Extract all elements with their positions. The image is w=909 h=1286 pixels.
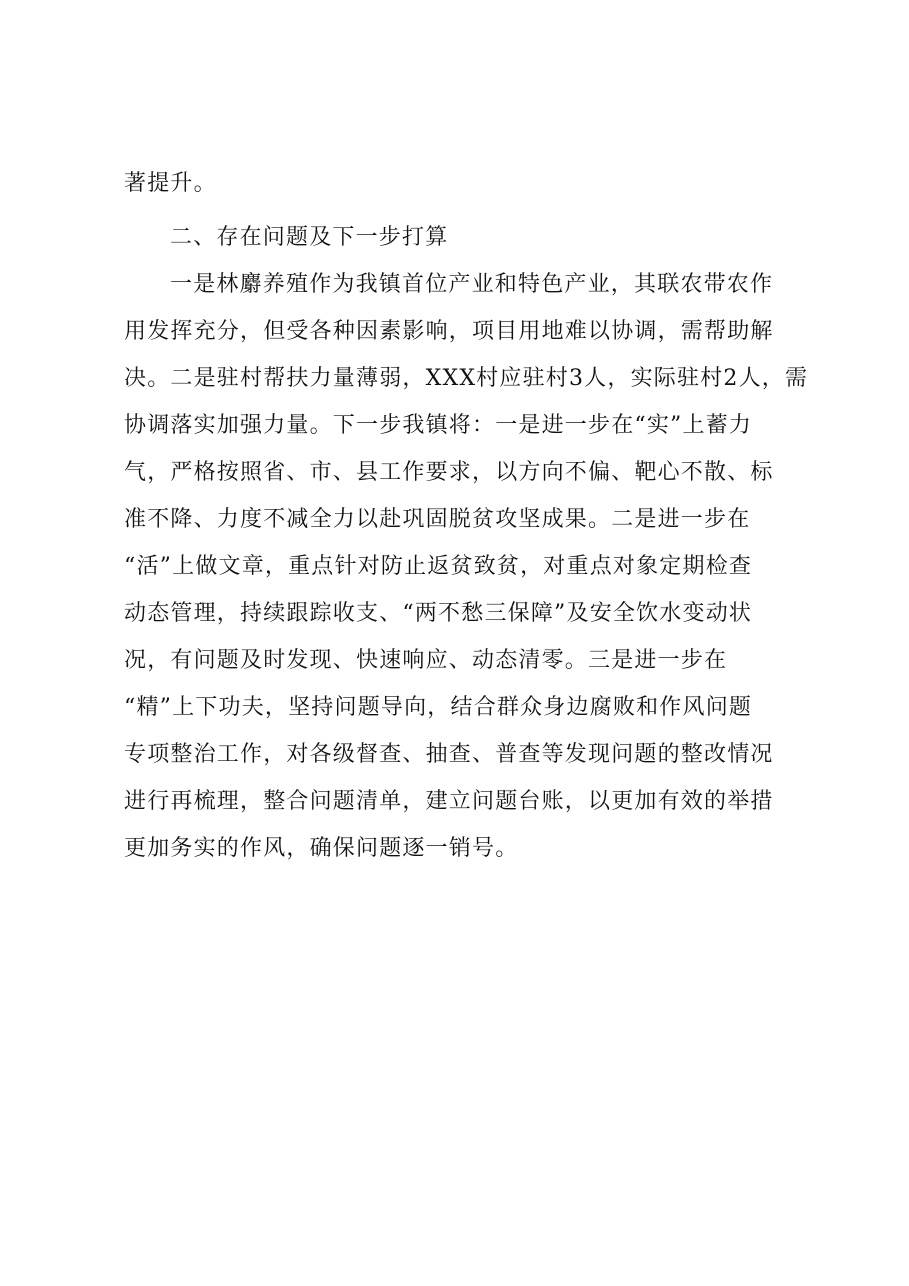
paragraph-line-10: 动态管理，持续跟踪收支、“两不愁三保障”及安全饮水变动状	[124, 601, 753, 626]
paragraph-line-8: 准不降、力度不减全力以赴巩固脱贫攻坚成果。二是进一步在	[124, 507, 751, 532]
section-heading: 二、存在问题及下一步打算	[170, 225, 449, 250]
paragraph-line-13: 专项整治工作，对各级督查、抽查、普查等发现问题的整改情况	[124, 742, 774, 767]
paragraph-line-9: “活”上做文章，重点针对防止返贫致贫，对重点对象定期检查	[124, 554, 753, 579]
paragraph-line-4: 用发挥充分，但受各种因素影响，项目用地难以协调，需帮助解	[124, 319, 774, 344]
paragraph-line-15: 更加务实的作风，确保问题逐一销号。	[124, 836, 519, 861]
paragraph-line-5: 决。二是驻村帮扶力量薄弱，XXX村应驻村3人，实际驻村2人，需	[124, 366, 809, 391]
paragraph-line-3: 一是林麝养殖作为我镇首位产业和特色产业，其联农带农作	[170, 272, 774, 297]
paragraph-line-11: 况，有问题及时发现、快速响应、动态清零。三是进一步在	[124, 648, 728, 673]
paragraph-line-6: 协调落实加强力量。下一步我镇将：一是进一步在“实”上蓄力	[124, 413, 753, 438]
paragraph-line-14: 进行再梳理，整合问题清单，建立问题台账，以更加有效的举措	[124, 789, 774, 814]
paragraph-line-12: “精”上下功夫，坚持问题导向，结合群众身边腐败和作风问题	[124, 695, 753, 720]
paragraph-line-1: 著提升。	[124, 171, 217, 196]
paragraph-line-7: 气，严格按照省、市、县工作要求，以方向不偏、靶心不散、标	[124, 460, 774, 485]
